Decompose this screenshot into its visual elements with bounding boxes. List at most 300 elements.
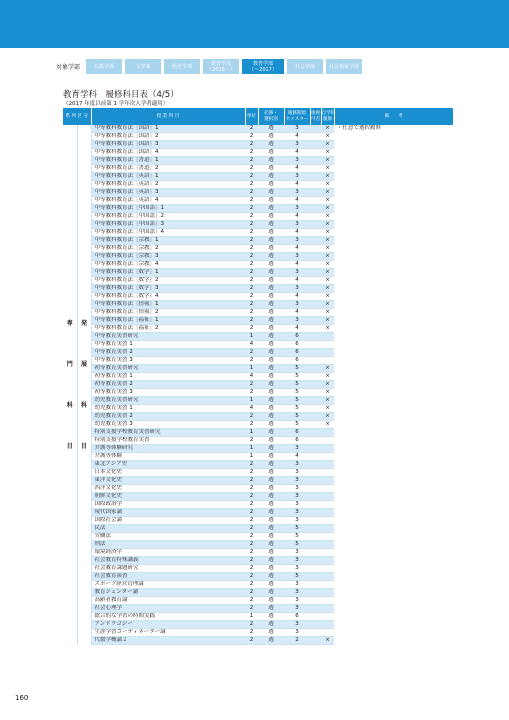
units-cell: 2 [245,501,258,509]
repeat-cell [310,413,321,421]
units-cell: 2 [245,533,258,541]
required-cell: 選 [258,525,284,533]
filter-tab-label: 教育学部 [211,60,232,67]
subject-cell: 西洋文化史 [91,485,245,493]
subject-cell: 中等教科教育法［数学］3 [91,285,245,293]
table-row [63,213,453,221]
repeat-cell [310,557,321,565]
filter-tab[interactable] [242,59,284,74]
skip-cell: × [321,149,334,157]
table-row [63,421,453,429]
repeat-cell [310,533,321,541]
units-cell: 2 [245,165,258,173]
units-cell: 2 [245,157,258,165]
subject-cell: 中等教科教育法［情報］2 [91,309,245,317]
required-cell: 選 [258,221,284,229]
semester-cell: 3 [284,485,310,493]
table-row [63,469,453,477]
required-cell: 選 [258,437,284,445]
header-skip [321,108,334,125]
subject-cell: 社会教育特殊講義 [91,557,245,565]
semester-cell: 3 [284,253,310,261]
note-cell [334,453,453,461]
required-cell: 選 [258,125,284,133]
table-row [63,493,453,501]
repeat-cell [310,621,321,629]
table-row [63,205,453,213]
required-cell: 選 [258,533,284,541]
note-cell [334,181,453,189]
table-row [63,261,453,269]
table-row [63,149,453,157]
skip-cell [321,629,334,637]
subject-cell: 中等教科教育法［英語］1 [91,173,245,181]
subject-cell: 中等教科教育法［書道］1 [91,157,245,165]
repeat-cell [310,333,321,341]
repeat-cell [310,229,321,237]
required-cell: 選 [258,429,284,437]
subject-cell: 中等教科教育法［国語］1 [91,125,245,133]
units-cell: 4 [245,405,258,413]
units-cell: 2 [245,285,258,293]
note-cell [334,285,453,293]
units-cell: 2 [245,629,258,637]
subject-cell: 中等教科教育法［書道］2 [91,165,245,173]
skip-cell: × [321,277,334,285]
skip-cell: × [321,325,334,333]
units-cell: 1 [245,613,258,621]
skip-cell: × [321,293,334,301]
note-cell [334,189,453,197]
note-cell [334,229,453,237]
subject-cell: 民法 [91,525,245,533]
required-cell: 選 [258,181,284,189]
semester-cell: 3 [284,461,310,469]
skip-cell [321,333,334,341]
skip-cell: × [321,389,334,397]
note-cell [334,317,453,325]
subject-cell: 中等教科教育法［中国語］3 [91,221,245,229]
repeat-cell [310,421,321,429]
units-cell: 2 [245,549,258,557]
units-cell: 2 [245,421,258,429]
required-cell: 選 [258,189,284,197]
skip-cell [321,533,334,541]
table-row [63,397,453,405]
required-cell: 選 [258,397,284,405]
header-skip-line2: 履修 [322,116,333,122]
semester-cell: 3 [284,285,310,293]
required-cell: 選 [258,133,284,141]
required-cell: 選 [258,541,284,549]
header-units: 単位 [245,108,258,125]
note-cell [334,629,453,637]
filter-tab[interactable] [125,59,161,74]
repeat-cell [310,589,321,597]
required-cell: 選 [258,141,284,149]
table-row [63,573,453,581]
required-cell: 選 [258,293,284,301]
repeat-cell [310,317,321,325]
note-cell [334,589,453,597]
units-cell: 2 [245,573,258,581]
required-cell: 選 [258,333,284,341]
skip-cell: × [321,261,334,269]
required-cell: 選 [258,629,284,637]
subject-cell: 介護等体験研究 [91,445,245,453]
repeat-cell [310,237,321,245]
subject-cell: 初等教育実習 1 [91,373,245,381]
repeat-cell [310,277,321,285]
units-cell: 2 [245,301,258,309]
filter-tab-label: 歴史学部 [172,63,193,70]
subject-cell: 国際政治学 [91,501,245,509]
skip-cell [321,525,334,533]
skip-cell [321,517,334,525]
table-row [63,453,453,461]
table-row [63,509,453,517]
required-cell: 選 [258,461,284,469]
skip-cell: × [321,245,334,253]
subject-cell: 環境経済学 [91,549,245,557]
required-cell: 選 [258,197,284,205]
units-cell: 2 [245,597,258,605]
required-cell: 選 [258,597,284,605]
skip-cell: × [321,405,334,413]
note-cell [334,325,453,333]
semester-cell: 5 [284,365,310,373]
skip-cell: × [321,125,334,133]
note-cell [334,253,453,261]
note-cell [334,525,453,533]
note-cell [334,213,453,221]
repeat-cell [310,133,321,141]
required-cell: 選 [258,341,284,349]
semester-cell: 3 [284,189,310,197]
category-specialized [63,125,77,645]
units-cell: 2 [245,621,258,629]
required-cell: 選 [258,269,284,277]
subject-cell: 中等教科教育法［宗教］1 [91,237,245,245]
required-cell: 選 [258,149,284,157]
repeat-cell [310,221,321,229]
repeat-cell [310,181,321,189]
note-cell [334,333,453,341]
note-cell [334,549,453,557]
skip-cell: × [321,221,334,229]
note-cell [334,533,453,541]
repeat-cell [310,485,321,493]
table-row [63,253,453,261]
note-cell: ・任意で選択履修 [334,125,453,133]
note-cell [334,637,453,645]
category-char: 発 [81,319,88,327]
table-row [63,141,453,149]
table-row [63,605,453,613]
filter-tabs [86,59,365,74]
required-cell: 選 [258,405,284,413]
skip-cell: × [321,285,334,293]
table-row [63,557,453,565]
note-cell [334,429,453,437]
category-advanced [77,125,91,645]
repeat-cell [310,157,321,165]
filter-tab-label: 社会学部 [295,63,316,70]
table-row [63,365,453,373]
required-cell: 選 [258,573,284,581]
subject-cell: 中等教科教育法［国語］2 [91,133,245,141]
repeat-cell [310,493,321,501]
table-row [63,277,453,285]
required-cell: 選 [258,157,284,165]
units-cell: 2 [245,133,258,141]
semester-cell: 5 [284,397,310,405]
skip-cell [321,469,334,477]
required-cell: 選 [258,421,284,429]
skip-cell: × [321,205,334,213]
repeat-cell [310,349,321,357]
course-table [63,108,454,645]
required-cell: 選 [258,413,284,421]
semester-cell: 4 [284,165,310,173]
note-cell [334,261,453,269]
subject-cell: 中等教科教育法［英語］3 [91,189,245,197]
repeat-cell [310,397,321,405]
note-cell [334,205,453,213]
header-category: 系 列 区 分 [63,108,91,125]
semester-cell: 5 [284,373,310,381]
required-cell: 選 [258,485,284,493]
header-required [258,108,284,125]
semester-cell: 6 [284,357,310,365]
table-row [63,589,453,597]
semester-cell: 3 [284,469,310,477]
note-cell [334,293,453,301]
subject-cell: 中等教科教育法［中国語］2 [91,213,245,221]
filter-tab[interactable] [287,59,323,74]
repeat-cell [310,357,321,365]
units-cell: 2 [245,293,258,301]
subject-cell: 中等教科教育法［国語］4 [91,149,245,157]
units-cell: 2 [245,349,258,357]
subject-cell: 国際社会論 [91,517,245,525]
table-row [63,197,453,205]
filter-tab[interactable] [326,59,362,74]
skip-cell: × [321,173,334,181]
skip-cell [321,341,334,349]
category-char: 科 [66,401,73,409]
units-cell: 2 [245,509,258,517]
subject-cell: 刑法 [91,541,245,549]
table-row [63,549,453,557]
table-row [63,405,453,413]
semester-cell: 4 [284,309,310,317]
note-cell [334,613,453,621]
semester-cell: 4 [284,229,310,237]
semester-cell: 3 [284,589,310,597]
note-cell [334,581,453,589]
semester-cell: 3 [284,581,310,589]
required-cell: 選 [258,357,284,365]
repeat-cell [310,597,321,605]
table-row [63,125,453,133]
units-cell: 2 [245,173,258,181]
note-cell [334,157,453,165]
skip-cell: × [321,157,334,165]
semester-cell: 3 [284,597,310,605]
semester-cell: 6 [284,333,310,341]
skip-cell: × [321,141,334,149]
table-row [63,541,453,549]
repeat-cell [310,189,321,197]
repeat-cell [310,453,321,461]
table-header-row [63,108,453,125]
skip-cell [321,565,334,573]
note-cell [334,197,453,205]
required-cell: 選 [258,173,284,181]
subject-cell: 幼児教育実習 1 [91,405,245,413]
skip-cell [321,453,334,461]
filter-tab[interactable] [86,59,122,74]
semester-cell: 4 [284,149,310,157]
required-cell: 選 [258,581,284,589]
header-subject: 授 業 科 目 [91,108,245,125]
subject-cell: 中等教科教育法［英語］2 [91,181,245,189]
units-cell: 2 [245,189,258,197]
semester-cell: 3 [284,269,310,277]
required-cell: 選 [258,381,284,389]
required-cell: 選 [258,285,284,293]
repeat-cell [310,141,321,149]
note-cell [334,477,453,485]
note-cell [334,501,453,509]
table-row [63,445,453,453]
table-row [63,485,453,493]
units-cell: 2 [245,253,258,261]
units-cell: 2 [245,221,258,229]
table-row [63,269,453,277]
filter-label: 対象学部 [56,64,81,71]
units-cell: 2 [245,125,258,133]
subject-cell: 朝鮮文化史 [91,493,245,501]
category-char: 目 [81,442,88,450]
filter-tab-label: 社会福祉学部 [329,63,360,70]
subject-cell: 初等教育実習 2 [91,381,245,389]
repeat-cell [310,245,321,253]
note-cell [334,141,453,149]
required-cell: 選 [258,605,284,613]
units-cell: 2 [245,389,258,397]
subject-cell: 東洋文化史 [91,477,245,485]
repeat-cell [310,461,321,469]
repeat-cell [310,429,321,437]
required-cell: 選 [258,237,284,245]
subject-cell: 中等教科教育法［中国語］4 [91,229,245,237]
header-required-line1: 必修・ [264,111,278,116]
table-row [63,317,453,325]
semester-cell: 3 [284,621,310,629]
subject-cell: 社会教育課題研究 [91,565,245,573]
subject-cell: 特別支援学校教育実習研究 [91,429,245,437]
repeat-cell [310,269,321,277]
repeat-cell [310,629,321,637]
note-cell [334,221,453,229]
units-cell: 2 [245,477,258,485]
subject-cell: 代数学概論２ [91,637,245,645]
subject-cell: 中等教科教育法［宗教］3 [91,253,245,261]
units-cell: 2 [245,141,258,149]
required-cell: 選 [258,213,284,221]
skip-cell [321,477,334,485]
subject-cell: 介護等体験 [91,453,245,461]
required-cell: 選 [258,309,284,317]
skip-cell [321,357,334,365]
semester-cell: 3 [284,565,310,573]
note-cell [334,357,453,365]
semester-cell: 4 [284,325,310,333]
filter-tab[interactable] [164,59,200,74]
skip-cell: × [321,189,334,197]
table-row [63,437,453,445]
units-cell: 2 [245,493,258,501]
note-cell [334,381,453,389]
units-cell: 2 [245,237,258,245]
note-cell [334,277,453,285]
units-cell: 2 [245,317,258,325]
units-cell: 2 [245,381,258,389]
semester-cell: 4 [284,213,310,221]
skip-cell [321,501,334,509]
units-cell: 2 [245,581,258,589]
filter-tab-label: 仏教学部 [94,63,115,70]
required-cell: 選 [258,165,284,173]
note-cell [334,421,453,429]
subject-cell: 幼児教育実習研究 [91,397,245,405]
skip-cell [321,557,334,565]
skip-cell [321,549,334,557]
subject-cell: 社会教育演習 [91,573,245,581]
note-cell [334,245,453,253]
filter-tab[interactable] [203,59,239,74]
semester-cell: 3 [284,549,310,557]
subject-cell: 中等教科教育法［数学］2 [91,277,245,285]
header-semester [284,108,310,125]
required-cell: 選 [258,613,284,621]
required-cell: 選 [258,621,284,629]
category-char: 科 [81,401,88,409]
repeat-cell [310,373,321,381]
units-cell: 2 [245,269,258,277]
repeat-cell [310,341,321,349]
required-cell: 選 [258,317,284,325]
header-band [0,0,509,48]
table-row [63,373,453,381]
subject-cell: 中等教科教育法［宗教］2 [91,245,245,253]
skip-cell: × [321,637,334,645]
semester-cell: 5 [284,405,310,413]
faculty-filter [56,59,365,74]
units-cell: 2 [245,517,258,525]
semester-cell: 4 [284,133,310,141]
required-cell: 選 [258,325,284,333]
table-row [63,341,453,349]
units-cell: 2 [245,605,258,613]
semester-cell: 3 [284,205,310,213]
subject-cell: 初等教育実習研究 [91,365,245,373]
subject-cell: 中等教育実習 1 [91,341,245,349]
skip-cell [321,605,334,613]
semester-cell: 6 [284,349,310,357]
